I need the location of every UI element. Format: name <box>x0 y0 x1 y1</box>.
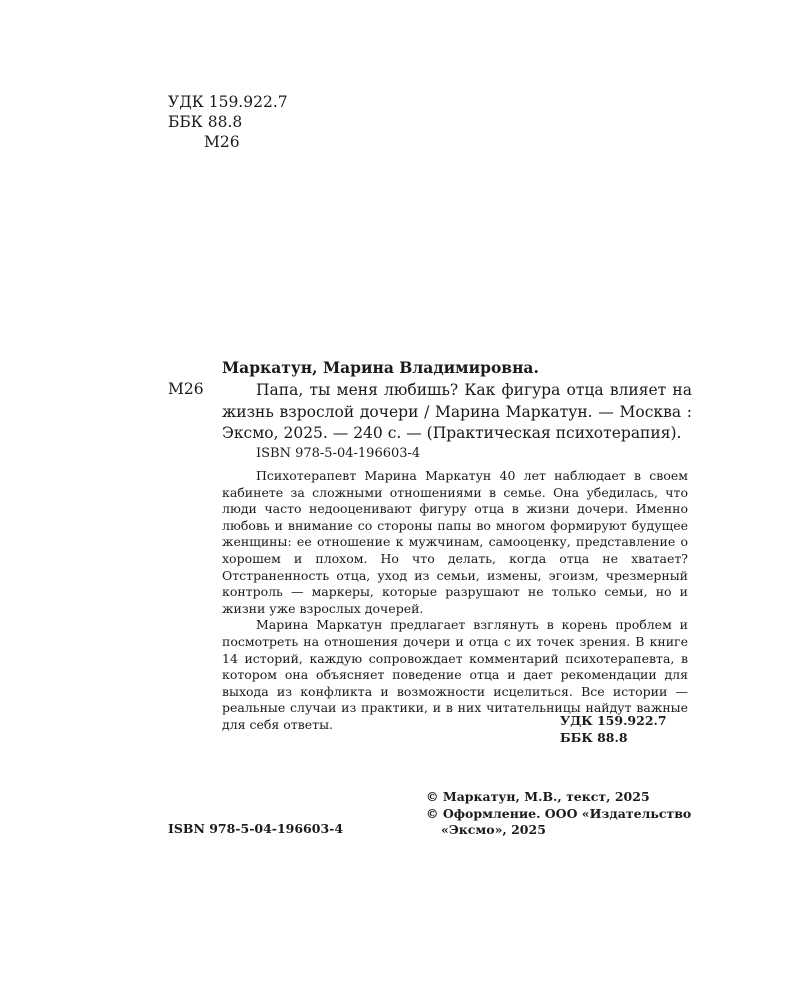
udk-code: УДК 159.922.7 <box>168 93 288 111</box>
copyright-design-1: © Оформление. ООО «Издательство <box>426 805 692 821</box>
isbn-bottom: ISBN 978-5-04-196603-4 <box>168 821 344 836</box>
bibliographic-description: Папа, ты меня любишь? Как фигура отца влияет на жизнь взрослой дочери / Марина Маркатун. — Москва : Эксмо, 2025. — 240 с. — (Практическая психотерапия). <box>222 381 692 442</box>
classification-block <box>168 92 288 152</box>
author-mark: М26 <box>204 133 240 151</box>
copyright-design-2: «Эксмо», 2025 <box>441 822 546 837</box>
udk-code-bottom: УДК 159.922.7 <box>560 713 667 728</box>
bbk-code-bottom: ББК 88.8 <box>560 730 628 745</box>
classification-bottom <box>560 712 688 746</box>
copyright-text: © Маркатун, М.В., текст, 2025 <box>426 789 650 804</box>
bbk-code: ББК 88.8 <box>168 113 243 131</box>
annotation-paragraph-1: Психотерапевт Марина Маркатун 40 лет наблюдает в своем кабинете за сложными отношениями в семье. Она убедилась, что люди часто недооценивают фигуру отца в жизни дочери. Именно любовь и внимание со стороны папы во многом формируют будущее женщины: ее отношение к мужчинам, самооценку, представление о хорошем и плохом. Но что делать, когда отца не хватает? Отстраненность отца, уход из семьи, измены, эгоизм, чрезмерный контроль — маркеры, которые разрушают не только семьи, но и жизни уже взрослых дочерей. <box>222 468 688 616</box>
annotation-paragraph-2: Марина Маркатун предлагает взглянуть в корень проблем и посмотреть на отношения дочери и отца с их точек зрения. В книге 14 историй, каждую сопровождает комментарий психотерапевта, в котором она объясняет поведение отца и дает рекомендации для выхода из конфликта и возможности исцелиться. Все истории — реальные случаи из практики, и в них читательницы найдут важные для себя ответы. <box>222 617 688 732</box>
annotation <box>222 468 688 734</box>
isbn-record: ISBN 978-5-04-196603-4 <box>256 446 421 461</box>
copyright-block <box>426 789 696 839</box>
author-mark-side: М26 <box>168 380 204 398</box>
author-heading: Маркатун, Марина Владимировна. <box>222 358 539 377</box>
